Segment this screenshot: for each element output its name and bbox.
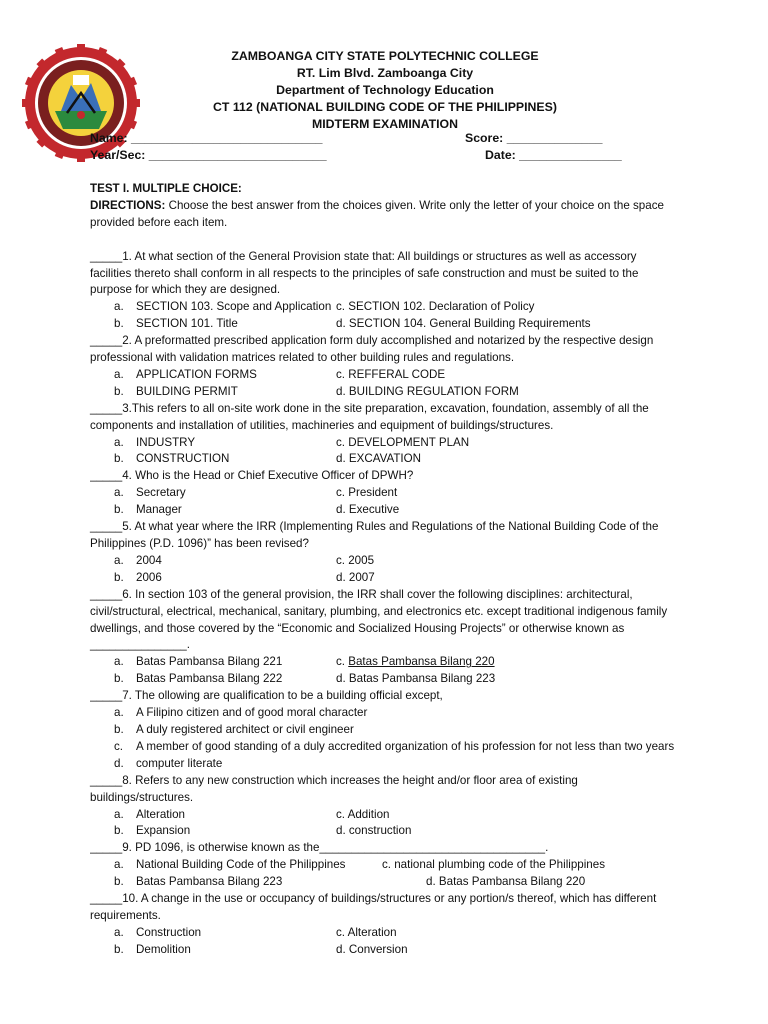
question-9-choices [90, 857, 680, 891]
date-field[interactable]: Date: _______________ [485, 148, 622, 162]
question-3: _____3.This refers to all on-site work done in the site preparation, excavation, foundation, assembly of all the components and installation of utilities, machineries and equipment of buildings/structures. [90, 401, 649, 432]
choice-d[interactable]: d. Batas Pambansa Bilang 223 [336, 672, 496, 686]
choice-c[interactable]: c. REFFERAL CODE [336, 367, 446, 381]
choice-b[interactable]: b. 2006 [114, 570, 162, 584]
name-field[interactable]: Name: ____________________________ [90, 131, 323, 145]
choice-b[interactable]: b. SECTION 101. Title [114, 317, 238, 331]
choice-b[interactable]: b. A duly registered architect or civil engineer [114, 722, 354, 736]
question-4-choices [90, 485, 680, 519]
department-name: Department of Technology Education [276, 83, 494, 97]
choice-a[interactable]: a. National Building Code of the Philippines [114, 858, 346, 872]
choice-c[interactable]: c. national plumbing code of the Philippines [382, 858, 606, 872]
directions [90, 198, 680, 232]
choice-d[interactable]: d. 2007 [336, 570, 375, 584]
question-5: _____5. At what year where the IRR (Implementing Rules and Regulations of the National Building Code of the Philippines (P.D. 1096)” has been revised? [90, 520, 659, 551]
choice-d[interactable]: d. Conversion [336, 942, 408, 956]
question-5-choices [90, 553, 680, 587]
choice-b[interactable]: b. BUILDING PERMIT [114, 384, 238, 398]
directions-label: DIRECTIONS: [90, 198, 166, 212]
choice-d[interactable]: d. EXCAVATION [336, 452, 422, 466]
choice-b[interactable]: b. Batas Pambansa Bilang 223 [114, 875, 283, 889]
choice-b[interactable]: b. CONSTRUCTION [114, 452, 230, 466]
choice-d[interactable]: d. BUILDING REGULATION FORM [336, 384, 519, 398]
choice-a[interactable]: a. Alteration [114, 807, 185, 821]
choice-b[interactable]: b. Expansion [114, 824, 191, 838]
question-10-choices [90, 925, 680, 959]
question-3-choices [90, 435, 680, 469]
choice-d[interactable]: d. SECTION 104. General Building Requirements [336, 317, 591, 331]
question-7: _____7. The ollowing are qualification to be a building official except, [90, 689, 443, 703]
college-name: ZAMBOANGA CITY STATE POLYTECHNIC COLLEGE [231, 49, 539, 63]
choice-a[interactable]: a. A Filipino citizen and of good moral character [114, 706, 368, 720]
choice-b[interactable]: b. Demolition [114, 942, 191, 956]
course-title: CT 112 (NATIONAL BUILDING CODE OF THE PHILIPPINES) [213, 100, 557, 114]
question-1-choices [90, 299, 680, 333]
choice-a[interactable]: a. SECTION 103. Scope and Application [114, 300, 332, 314]
question-6: _____6. In section 103 of the general provision, the IRR shall cover the following disciplines: architectural, civil/structural, electrical, mechanical, sanitary, plumbing, and electronics etc. except traditional indigenous family dwellings, and those covered by the “Economic and Socialized Housing Projects” or otherwise known as _______________. [90, 587, 668, 652]
choice-a[interactable]: a. 2004 [114, 553, 162, 567]
test-title: TEST I. MULTIPLE CHOICE: [90, 182, 242, 195]
choice-c[interactable]: c. A member of good standing of a duly accredited organization of his profession for not less than two years [114, 739, 675, 753]
question-2: _____2. A preformatted prescribed application form duly accomplished and notarized by the respective design professional with validation matrices related to other building rules and regulations. [90, 334, 654, 365]
question-2-choices [90, 367, 680, 401]
question-6-choices [90, 654, 680, 688]
yearsec-field[interactable]: Year/Sec: __________________________ [90, 148, 327, 162]
choice-d[interactable]: d. Executive [336, 503, 400, 517]
exam-body [90, 181, 680, 959]
choice-d[interactable]: d. construction [336, 824, 412, 838]
info-row-2 [90, 148, 708, 165]
choice-b[interactable]: b. Manager [114, 503, 182, 517]
question-9: _____9. PD 1096, is otherwise known as the___________________________________. [90, 841, 549, 855]
question-4: _____4. Who is the Head or Chief Executive Officer of DPWH? [90, 469, 414, 483]
choice-d[interactable]: d. computer literate [114, 756, 223, 770]
question-8: _____8. Refers to any new construction which increases the height and/or floor area of existing buildings/structures. [90, 773, 578, 804]
choice-b[interactable]: b. Batas Pambansa Bilang 222 [114, 672, 283, 686]
question-10: _____10. A change in the use or occupancy of buildings/structures or any portion/s thereof, which has different requirements. [90, 892, 657, 922]
choice-a[interactable]: a. Batas Pambansa Bilang 221 [114, 655, 283, 669]
choice-a[interactable]: a. APPLICATION FORMS [114, 367, 257, 381]
choice-a[interactable]: a. Construction [114, 925, 202, 939]
choice-c[interactable]: c. President [336, 486, 398, 500]
choice-d[interactable]: d. Batas Pambansa Bilang 220 [426, 875, 586, 889]
info-row-1 [90, 131, 708, 148]
choice-a[interactable]: a. INDUSTRY [114, 435, 196, 449]
choice-c[interactable]: c. SECTION 102. Declaration of Policy [336, 300, 535, 314]
question-1: _____1. At what section of the General Provision state that: All buildings or structures as well as accessory facilities thereto shall conform in all respects to the principles of safe construction and must be suited to the purpose for which they are designed. [90, 249, 639, 297]
score-field[interactable]: Score: ______________ [465, 131, 603, 145]
choice-c[interactable]: c. Alteration [336, 925, 397, 939]
choice-c[interactable]: c. Batas Pambansa Bilang 220 [336, 654, 680, 671]
question-7-choices [90, 705, 680, 773]
college-address: RT. Lim Blvd. Zamboanga City [296, 66, 474, 80]
document-header [140, 48, 630, 133]
underlined-answer: Batas Pambansa Bilang 220 [348, 655, 495, 669]
directions-text: Choose the best answer from the choices given. Write only the letter of your choice on the space provided before each item. [90, 198, 664, 229]
choice-c[interactable]: c. 2005 [336, 553, 375, 567]
choice-c[interactable]: c. Addition [336, 807, 390, 821]
exam-title: MIDTERM EXAMINATION [312, 117, 458, 131]
choice-a[interactable]: a. Secretary [114, 486, 186, 500]
choice-c[interactable]: c. DEVELOPMENT PLAN [336, 435, 470, 449]
question-8-choices [90, 807, 680, 841]
